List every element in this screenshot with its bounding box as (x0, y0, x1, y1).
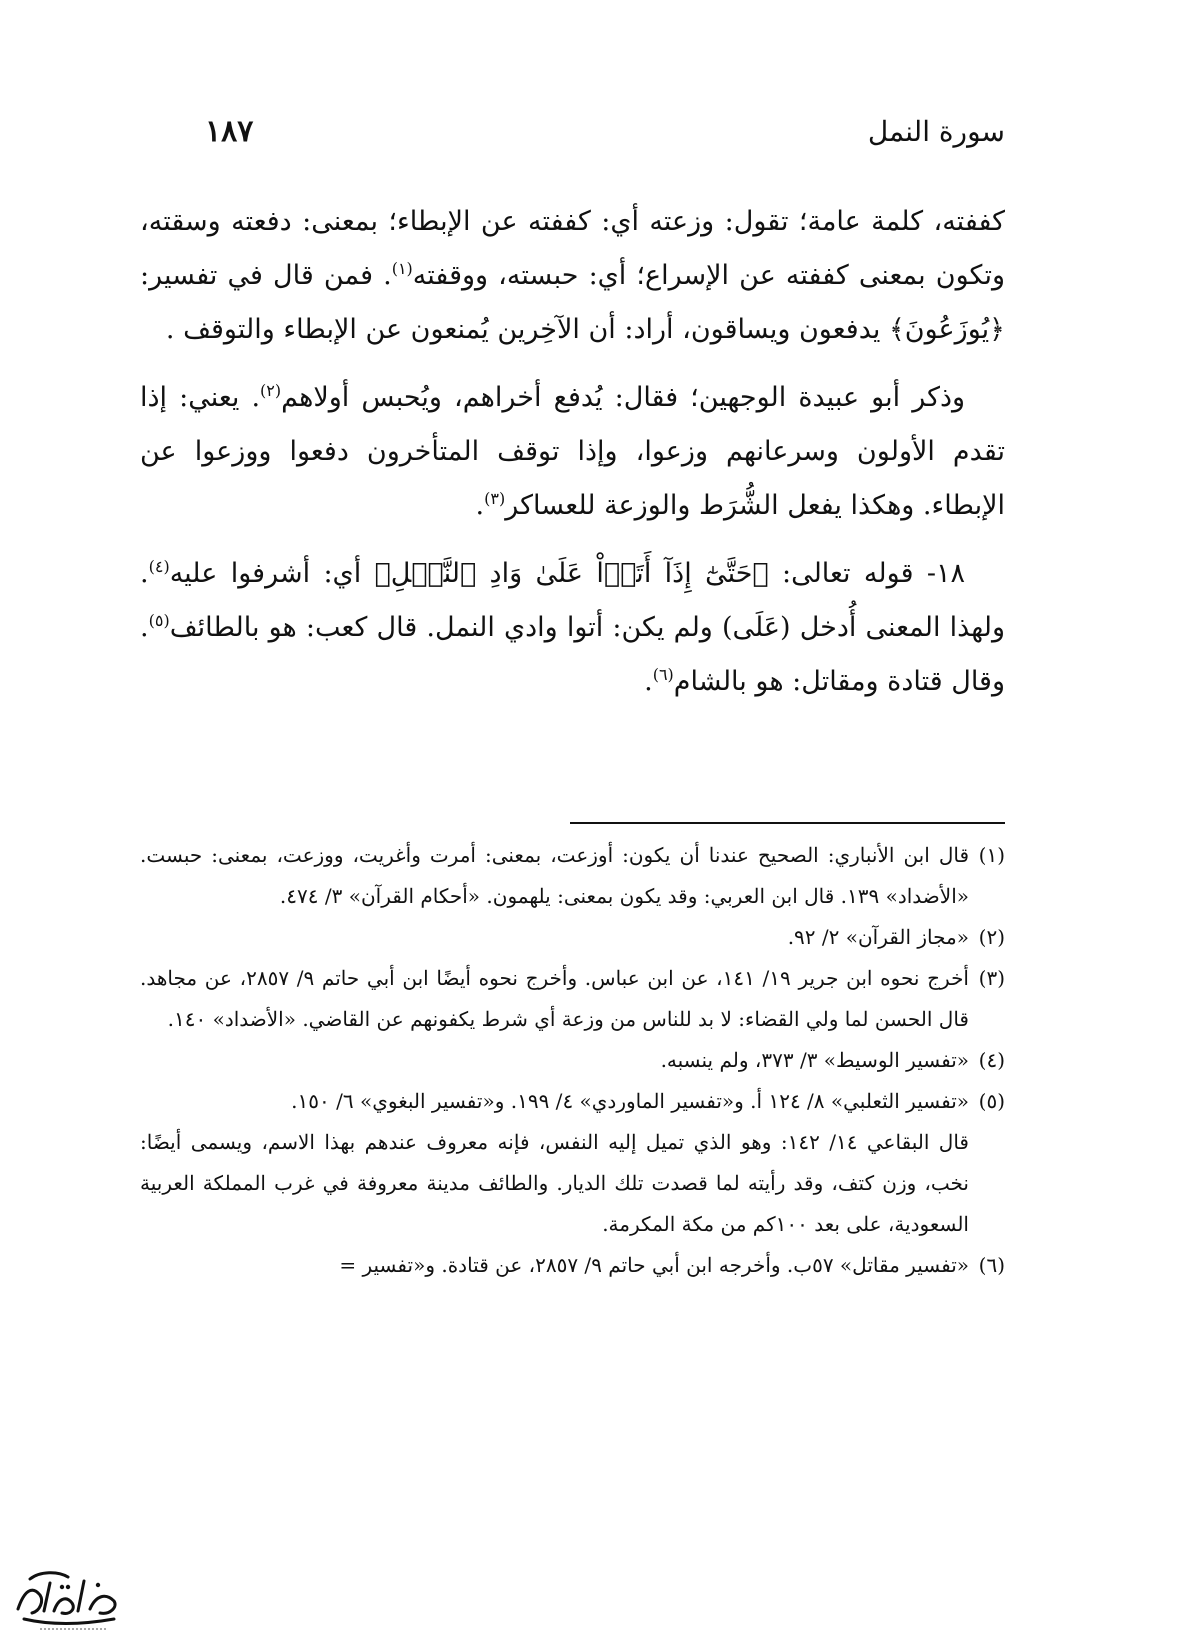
footnote-ref: (٦) (652, 665, 674, 684)
paragraph-3 (140, 547, 1005, 709)
footnote-6 (140, 1245, 1005, 1286)
running-title: سورة النمل (867, 115, 1005, 148)
footnote-text: «تفسير مقاتل» ٥٧ب. وأخرجه ابن أبي حاتم ٩/ ٢٨٥٧، عن قتادة. و«تفسير = (339, 1253, 969, 1277)
footnote-ref: (٢) (260, 381, 282, 400)
footnote-text: «تفسير الثعلبي» ٨/ ١٢٤ أ. و«تفسير الماوردي» ٤/ ١٩٩. و«تفسير البغوي» ٦/ ١٥٠. (291, 1089, 969, 1113)
footnote-ref: (٥) (148, 611, 170, 630)
footnote-text: قال ابن الأنباري: الصحيح عندنا أن يكون: أوزعت، بمعنى: أمرت وأغريت، ووزعت، بمعنى: حبست. «الأضداد» ١٣٩. قال ابن العربي: وقد يكون بمعنى: يلهمون. «أحكام القرآن» ٣/ ٤٧٤. (140, 843, 969, 908)
paragraph-text: . فمن قال في تفسير: ﴿يُوزَعُونَ﴾ يدفعون ويساقون، أراد: أن الآخِرين يُمنعون عن الإبطاء والتوقف . (140, 260, 1005, 345)
footnote-number: (٥) (978, 1089, 1005, 1113)
paragraph-text: كففته، كلمة عامة؛ تقول: وزعته أي: كففته عن الإبطاء؛ بمعنى: دفعته وسقته، وتكون بمعنى كففته عن الإسراع؛ أي: حبسته، ووقفته (140, 206, 1006, 291)
page-number: ١٨٧ (205, 114, 254, 149)
paragraph-text: ١٨- قوله تعالى: ﴿حَتَّىٰٓ إِذَآ أَتَوۡاْ عَلَىٰ وَادِ ٱلنَّمۡلِ﴾ أي: أشرفوا عليه (169, 558, 965, 589)
footnote-text: أخرج نحوه ابن جرير ١٩/ ١٤١، عن ابن عباس. وأخرج نحوه أيضًا ابن أبي حاتم ٩/ ٢٨٥٧، عن مجاهد. قال الحسن لما ولي القضاء: لا بد للناس من وزعة أي شرط يكفونهم عن القاضي. «الأضداد» ١٤٠. (140, 966, 969, 1031)
footnote-number: (٤) (978, 1048, 1005, 1072)
footnote-number: (١) (978, 843, 1005, 867)
footnote-ref: (١) (391, 259, 413, 278)
footnote-ref: (٤) (148, 557, 170, 576)
footnote-2 (140, 917, 1005, 958)
page-header (205, 112, 1005, 162)
paragraph-text: . (475, 490, 485, 521)
footnote-text: «مجاز القرآن» ٢/ ٩٢. (787, 925, 969, 949)
paragraph-1 (140, 195, 1005, 357)
footnote-5 (140, 1081, 1005, 1245)
footnote-3 (140, 958, 1005, 1040)
footnote-text: قال البقاعي ١٤/ ١٤٢: وهو الذي تميل إليه النفس، فإنه معروف عندهم بهذا الاسم، ويسمى أيضًا: نخب، وزن كتف، وقد رأيته لما قصدت تلك الديار. والطائف مدينة معروفة في غرب المملكة العربية السعودية، على بعد ١٠٠كم من مكة المكرمة. (140, 1130, 969, 1236)
footnote-number: (٢) (978, 925, 1005, 949)
calligraphy-logo-icon (10, 1565, 125, 1635)
footnote-divider (570, 822, 1005, 824)
footnote-number: (٦) (978, 1253, 1005, 1277)
footnote-number: (٣) (978, 966, 1005, 990)
paragraph-text: . (644, 666, 653, 697)
paragraph-text: . وقال قتادة ومقاتل: هو بالشام (140, 612, 1005, 697)
main-text (140, 195, 1005, 723)
paragraph-text: . يعني: إذا تقدم الأولون وسرعانهم وزعوا، وإذا توقف المتأخرون دفعوا ووزعوا عن الإبطاء. وهكذا يفعل الشُّرَط والوزعة للعساكر (140, 382, 1005, 521)
footnote-1 (140, 835, 1005, 917)
footnotes (140, 835, 1005, 1286)
paragraph-2 (140, 371, 1005, 533)
footnote-text: «تفسير الوسيط» ٣/ ٣٧٣، ولم ينسبه. (660, 1048, 969, 1072)
footnote-ref: (٣) (484, 489, 506, 508)
footnote-4 (140, 1040, 1005, 1081)
paragraph-text: . ولهذا المعنى أُدخل (عَلَى) ولم يكن: أتوا وادي النمل. قال كعب: هو بالطائف (140, 558, 1005, 643)
paragraph-text: وذكر أبو عبيدة الوجهين؛ فقال: يُدفع أخراهم، ويُحبس أولاهم (281, 382, 966, 413)
